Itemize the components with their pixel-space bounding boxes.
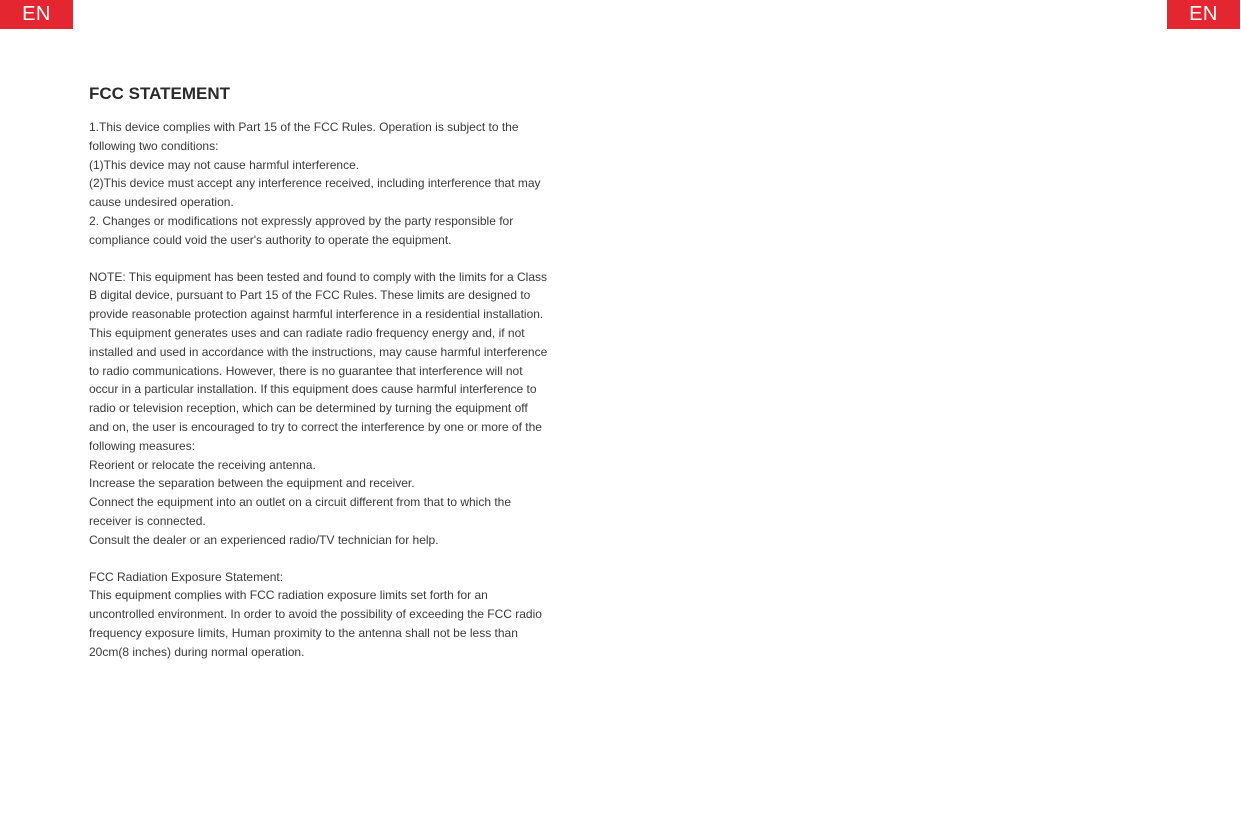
language-badge-right: EN	[1167, 0, 1240, 29]
note-paragraph: NOTE: This equipment has been tested and found to comply with the limits for a Class B digital device, pursuant to Part 15 of the FCC Rules. These limits are designed to provide reasonable protection against harmful interference in a residential installation.	[89, 269, 548, 322]
note-paragraph: Consult the dealer or an experienced radio/TV technician for help.	[89, 532, 439, 547]
radiation-block	[89, 568, 551, 662]
fcc-statement-section	[89, 82, 551, 662]
compliance-block	[89, 118, 551, 250]
note-paragraph: Increase the separation between the equipment and receiver.	[89, 476, 415, 491]
radiation-heading: FCC Radiation Exposure Statement:	[89, 569, 284, 584]
compliance-paragraph: (1)This device may not cause harmful interference.	[89, 157, 360, 172]
note-block	[89, 268, 551, 550]
compliance-paragraph: 2. Changes or modifications not expressly approved by the party responsible for compliance could void the user's authority to operate the equipment.	[89, 213, 514, 247]
paragraph-spacer	[89, 250, 551, 268]
paragraph-spacer	[89, 550, 551, 568]
note-paragraph: This equipment generates uses and can radiate radio frequency energy and, if not installed and used in accordance with the instructions, may cause harmful interference to radio communications. However, there is no guarantee that interference will not occur in a particular installation. If this equipment does cause harmful interference to radio or television reception, which can be determined by turning the equipment off and on, the user is encouraged to try to correct the interference by one or more of the following measures:	[89, 325, 548, 453]
radiation-paragraph: This equipment complies with FCC radiation exposure limits set forth for an uncontrolled environment. In order to avoid the possibility of exceeding the FCC radio frequency exposure limits, Human proximity to the antenna shall not be less than 20cm(8 inches) during normal operation.	[89, 588, 542, 659]
language-badge-left: EN	[0, 0, 73, 29]
compliance-paragraph: 1.This device complies with Part 15 of the FCC Rules. Operation is subject to the following two conditions:	[89, 120, 519, 153]
note-paragraph: Connect the equipment into an outlet on a circuit different from that to which the receiver is connected.	[89, 495, 512, 528]
page-title: FCC STATEMENT	[89, 84, 231, 103]
note-paragraph: Reorient or relocate the receiving antenna.	[89, 457, 316, 472]
compliance-paragraph: (2)This device must accept any interference received, including interference that may cause undesired operation.	[89, 176, 541, 210]
